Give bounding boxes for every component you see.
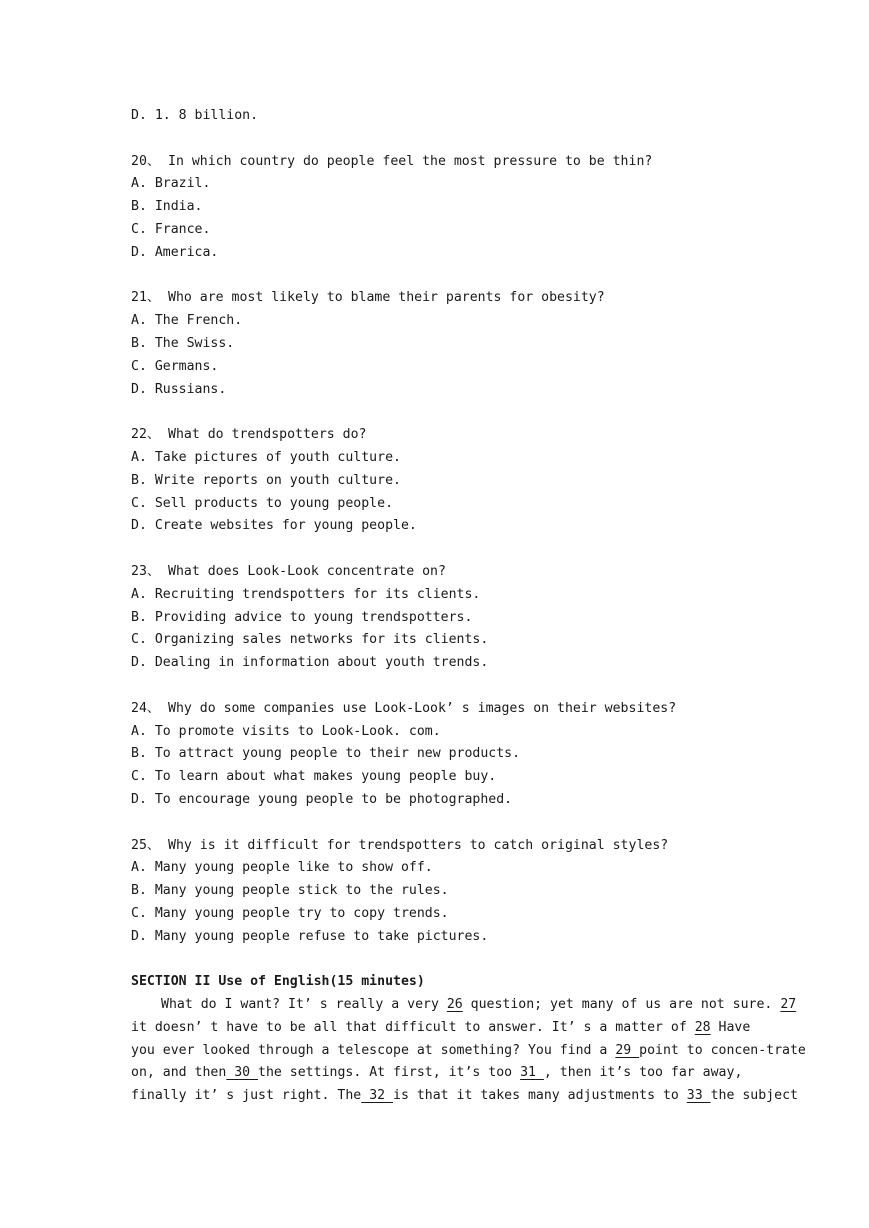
cloze-blank-number: 27 [780, 997, 797, 1013]
section-gap [131, 948, 741, 971]
passage-text: question; yet many of us are not sure. [462, 997, 781, 1013]
cloze-blank-number: 32 [361, 1088, 394, 1104]
question-gap [131, 265, 741, 288]
cloze-passage [131, 994, 806, 1108]
passage-text: you ever looked through a telescope at something? You find a [131, 1042, 616, 1058]
answer-option: C. France. [131, 221, 211, 237]
passage-text: the settings. At first, it’s too [258, 1065, 521, 1081]
answer-option: D. Create websites for young people. [131, 518, 417, 534]
passage-text: on, and then [131, 1065, 227, 1081]
question-gap [131, 812, 741, 835]
passage-line [131, 994, 797, 1017]
passage-line [131, 1017, 751, 1040]
passage-text: point to concen-trate [639, 1042, 806, 1058]
answer-option: B. The Swiss. [131, 335, 235, 351]
passage-text: is that it takes many adjustments to [393, 1088, 687, 1104]
answer-option: A. Brazil. [131, 176, 211, 192]
answer-option: B. Many young people stick to the rules. [131, 883, 449, 899]
passage-text: , then it’s too far away, [543, 1065, 743, 1081]
answer-option: D. America. [131, 244, 219, 260]
carryover-option: D. 1. 8 billion. [131, 108, 259, 123]
passage-line [131, 1085, 798, 1108]
answer-option: C. Organizing sales networks for its clients. [131, 632, 489, 648]
cloze-blank-number: 31 [520, 1065, 544, 1081]
question-gap [131, 128, 741, 151]
passage-line [131, 1040, 806, 1063]
answer-option: D. Russians. [131, 381, 227, 397]
answer-option: A. Many young people like to show off. [131, 860, 433, 876]
question-gap [131, 538, 741, 561]
question-stem: 25、 Why is it difficult for trendspotters to catch original styles? [131, 837, 669, 853]
question-stem: 21、 Who are most likely to blame their parents for obesity? [131, 290, 605, 306]
question-stem: 24、 Why do some companies use Look-Look’ s images on their websites? [131, 700, 677, 716]
passage-text: it doesn’ t have to be all that difficult to answer. It’ s a matter of [131, 1019, 695, 1035]
answer-option: D. To encourage young people to be photographed. [131, 791, 513, 807]
answer-option: B. Providing advice to young trendspotters. [131, 609, 473, 625]
cloze-blank-number: 29 [615, 1042, 640, 1058]
exam-page [131, 105, 806, 1108]
answer-option: C. Sell products to young people. [131, 495, 394, 511]
question-gap [131, 401, 741, 424]
passage-text: the subject [710, 1088, 798, 1104]
answer-option: C. To learn about what makes young people buy. [131, 769, 497, 785]
question-stem: 23、 What does Look-Look concentrate on? [131, 563, 446, 579]
answer-option: A. To promote visits to Look-Look. com. [131, 723, 441, 739]
cloze-blank-number: 28 [694, 1019, 711, 1035]
answer-option: D. Dealing in information about youth trends. [131, 655, 489, 671]
answer-option: C. Many young people try to copy trends. [131, 905, 449, 921]
cloze-blank-number: 30 [226, 1065, 259, 1081]
answer-option: A. Take pictures of youth culture. [131, 449, 401, 465]
answer-option: B. To attract young people to their new products. [131, 746, 521, 762]
answer-option: C. Germans. [131, 358, 219, 374]
passage-text: What do I want? It’ s really a very [161, 997, 447, 1013]
question-stem: 22、 What do trendspotters do? [131, 427, 367, 443]
passage-line [131, 1062, 743, 1085]
question-gap [131, 675, 741, 698]
cloze-blank-number: 33 [686, 1088, 711, 1104]
answer-option: B. Write reports on youth culture. [131, 472, 401, 488]
question-list [131, 128, 741, 949]
answer-option: A. Recruiting trendspotters for its clients. [131, 586, 481, 602]
cloze-blank-number: 26 [446, 997, 463, 1013]
answer-option: A. The French. [131, 313, 243, 329]
passage-text: Have [710, 1019, 751, 1035]
section-title: SECTION II Use of English(15 minutes) [131, 974, 425, 990]
passage-text: finally it’ s just right. The [131, 1088, 362, 1104]
question-stem: 20、 In which country do people feel the most pressure to be thin? [131, 153, 653, 169]
answer-option: B. India. [131, 199, 203, 215]
answer-option: D. Many young people refuse to take pictures. [131, 928, 489, 944]
